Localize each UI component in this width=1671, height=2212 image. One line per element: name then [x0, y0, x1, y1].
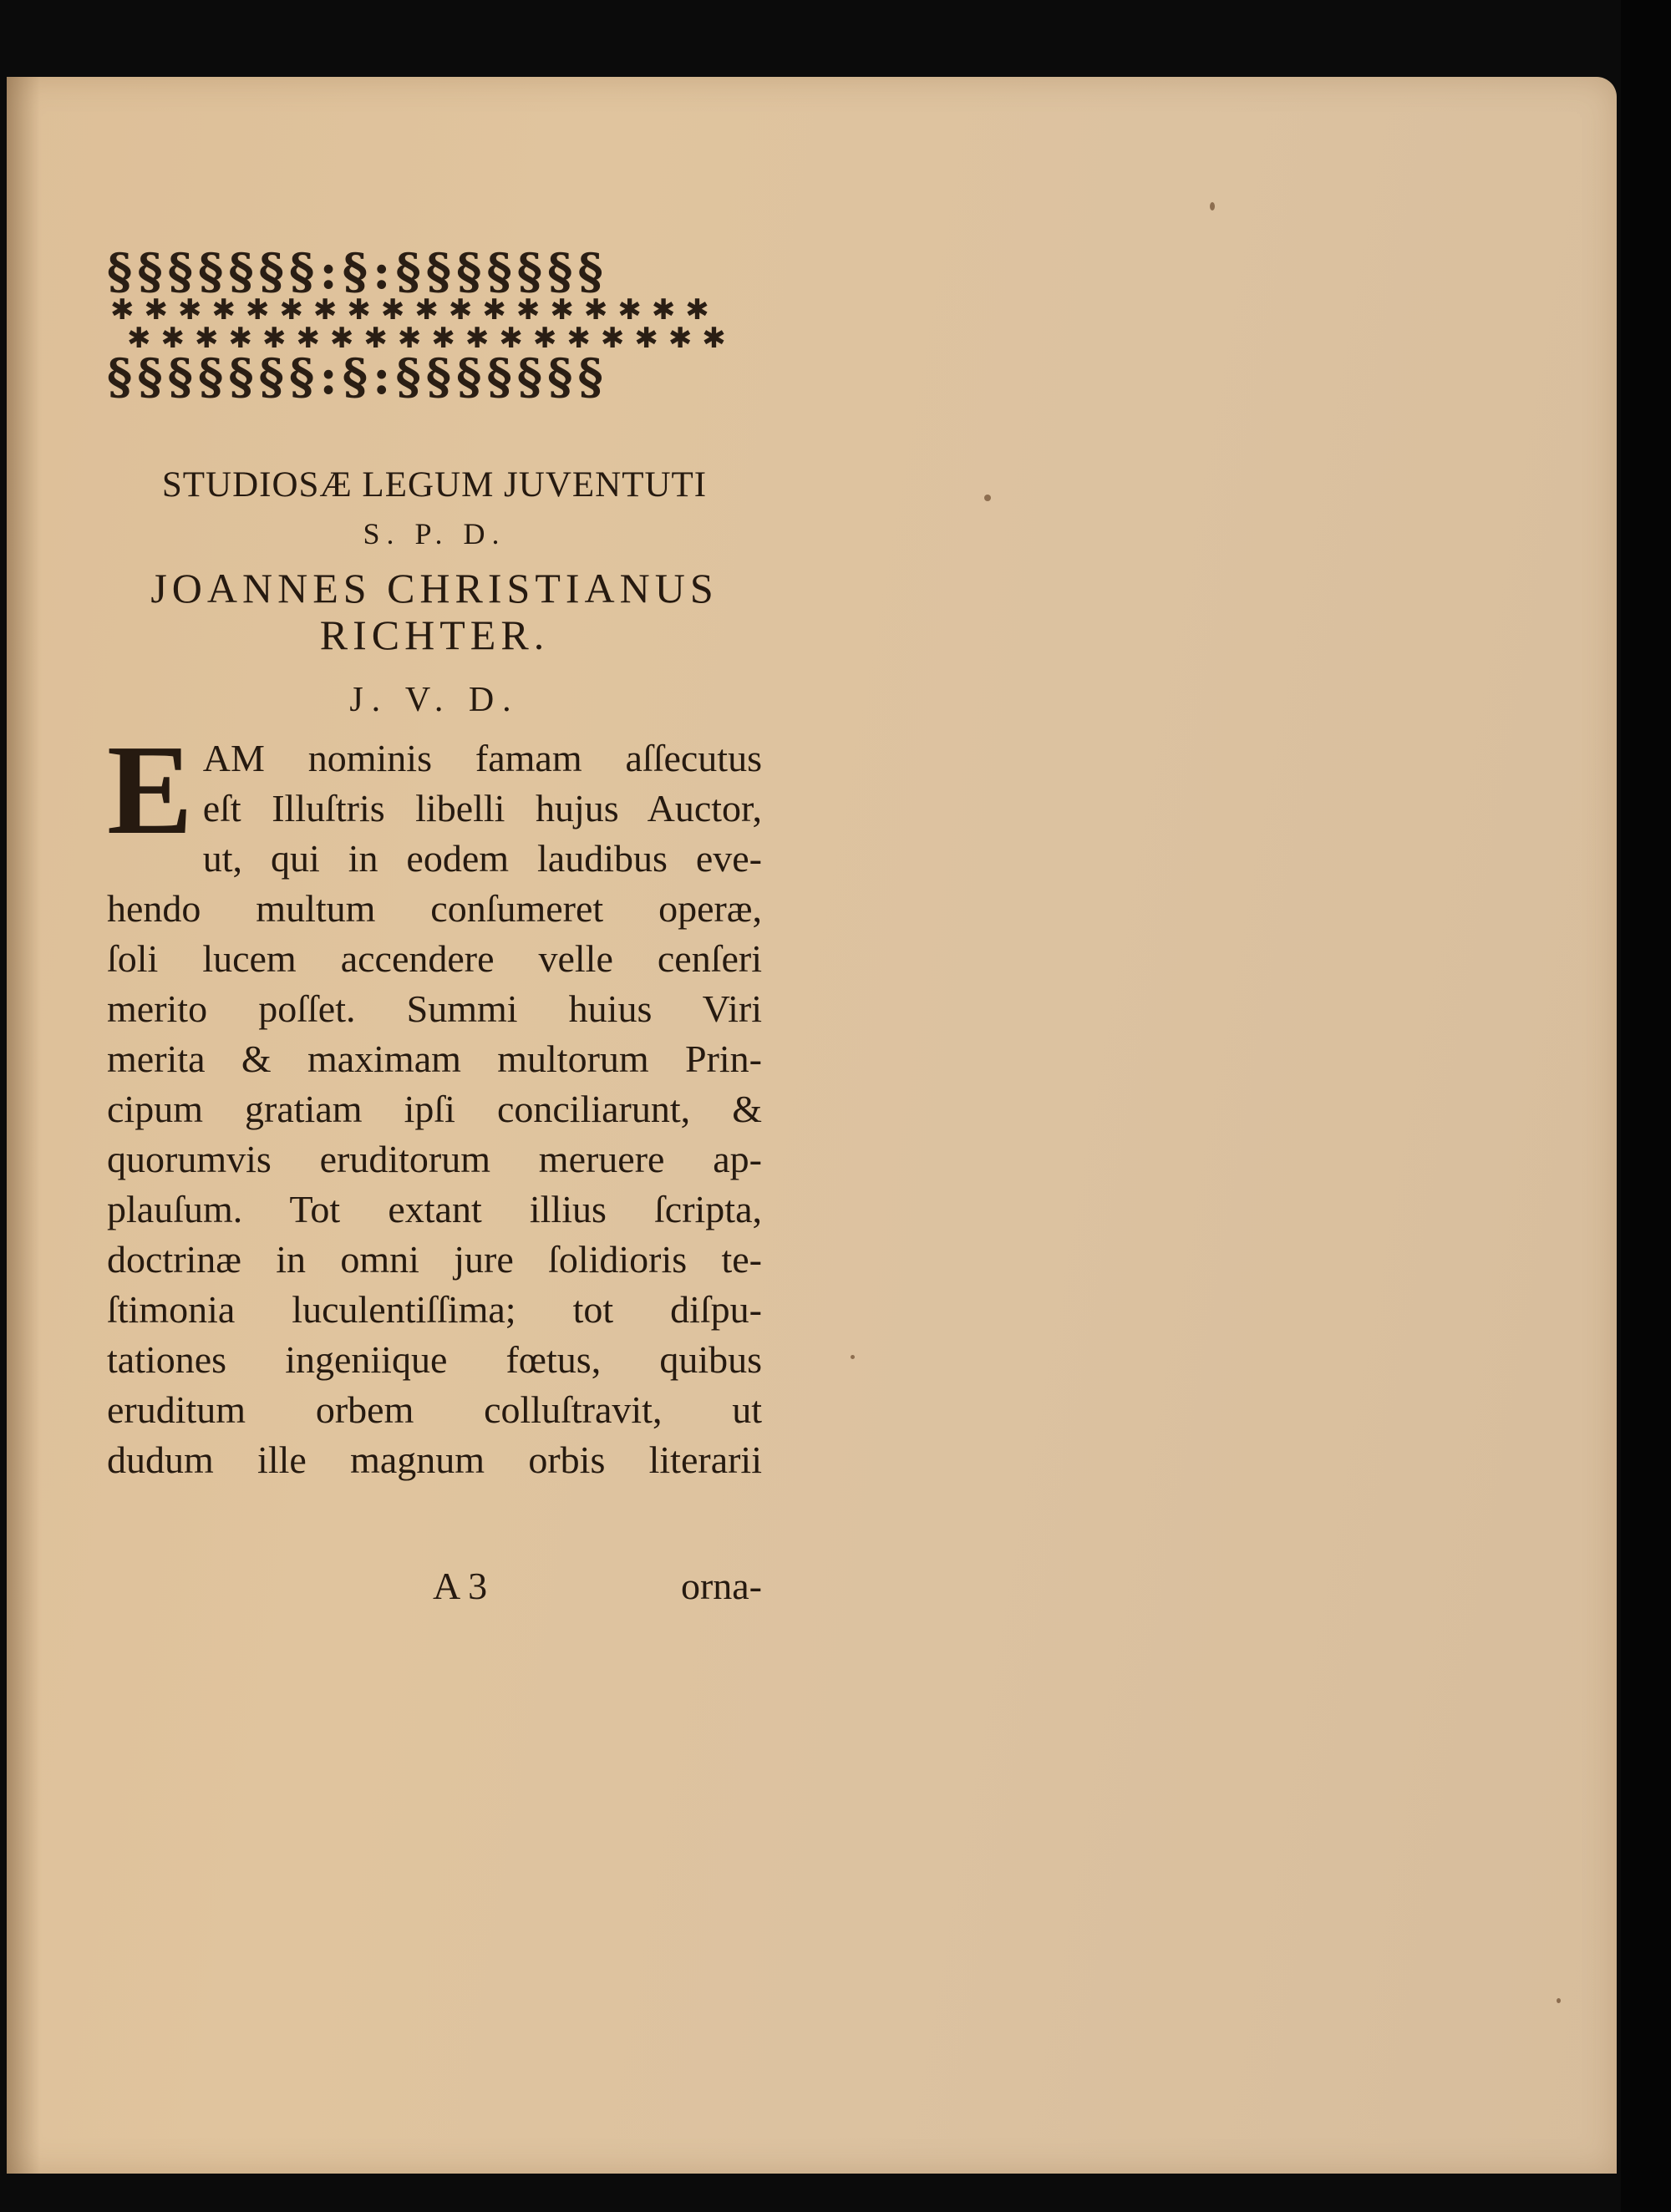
text-line: quorumvis eruditorum meruere ap- — [107, 1138, 762, 1180]
text-line: eruditum orbem colluſtravit, ut — [107, 1388, 762, 1431]
text-line: dudum ille magnum orbis literarii — [107, 1438, 762, 1481]
paper-speck — [851, 1355, 855, 1359]
author-name-line-1: JOANNES CHRISTIANUS — [150, 565, 719, 611]
author-name-line-2: RICHTER. — [319, 611, 550, 658]
paper-speck — [1210, 202, 1215, 211]
text-line: doctrinæ in omni jure ſolidioris te- — [107, 1238, 762, 1281]
scan-background-edge — [1621, 0, 1671, 2212]
text-line: plauſum. Tot extant illius ſcripta, — [107, 1188, 762, 1230]
ornament-bottom-row: §§§§§§§:§:§§§§§§§ — [107, 348, 608, 405]
ornament-top-row: §§§§§§§:§:§§§§§§§ — [107, 243, 608, 300]
dedication-heading: STUDIOSÆ LEGUM JUVENTUTI — [161, 465, 708, 505]
paper-speck — [984, 495, 991, 501]
drop-cap-initial: E — [107, 719, 193, 861]
signature-mark: A 3 — [433, 1565, 488, 1607]
text-line: merito poſſet. Summi huius Viri — [107, 987, 762, 1030]
text-line: ut, qui in eodem laudibus eve- — [202, 837, 762, 880]
catchword: orna- — [680, 1565, 762, 1607]
paper-speck — [1557, 1998, 1561, 2003]
page-footer — [107, 1564, 762, 1614]
text-line: cipum gratiam ipſi conciliarunt, & — [107, 1088, 762, 1130]
text-line: eſt Illuſtris libelli hujus Auctor, — [202, 787, 762, 830]
salutation: S. P. D. — [363, 517, 506, 550]
body-paragraph — [107, 719, 762, 1485]
text-line: tationes ingeniique fœtus, quibus — [107, 1338, 762, 1381]
text-line: ſtimonia luculentiſſima; tot diſpu- — [107, 1288, 762, 1331]
text-line: merita & maximam multorum Prin- — [107, 1038, 762, 1080]
ornamental-headpiece — [107, 243, 759, 405]
text-line: AM nominis famam aſſecutus — [202, 737, 762, 779]
text-line: hendo multum conſumeret operæ, — [107, 887, 762, 930]
ornament-stars-row: ✱✱✱✱✱✱✱✱✱✱✱✱✱✱✱✱✱✱ — [127, 322, 736, 355]
author-degree: J. V. D. — [349, 681, 520, 719]
ornament-stars-row: ✱✱✱✱✱✱✱✱✱✱✱✱✱✱✱✱✱✱ — [110, 293, 719, 327]
text-line: ſoli lucem accendere velle cenſeri — [107, 937, 762, 980]
page-text — [107, 464, 762, 1485]
